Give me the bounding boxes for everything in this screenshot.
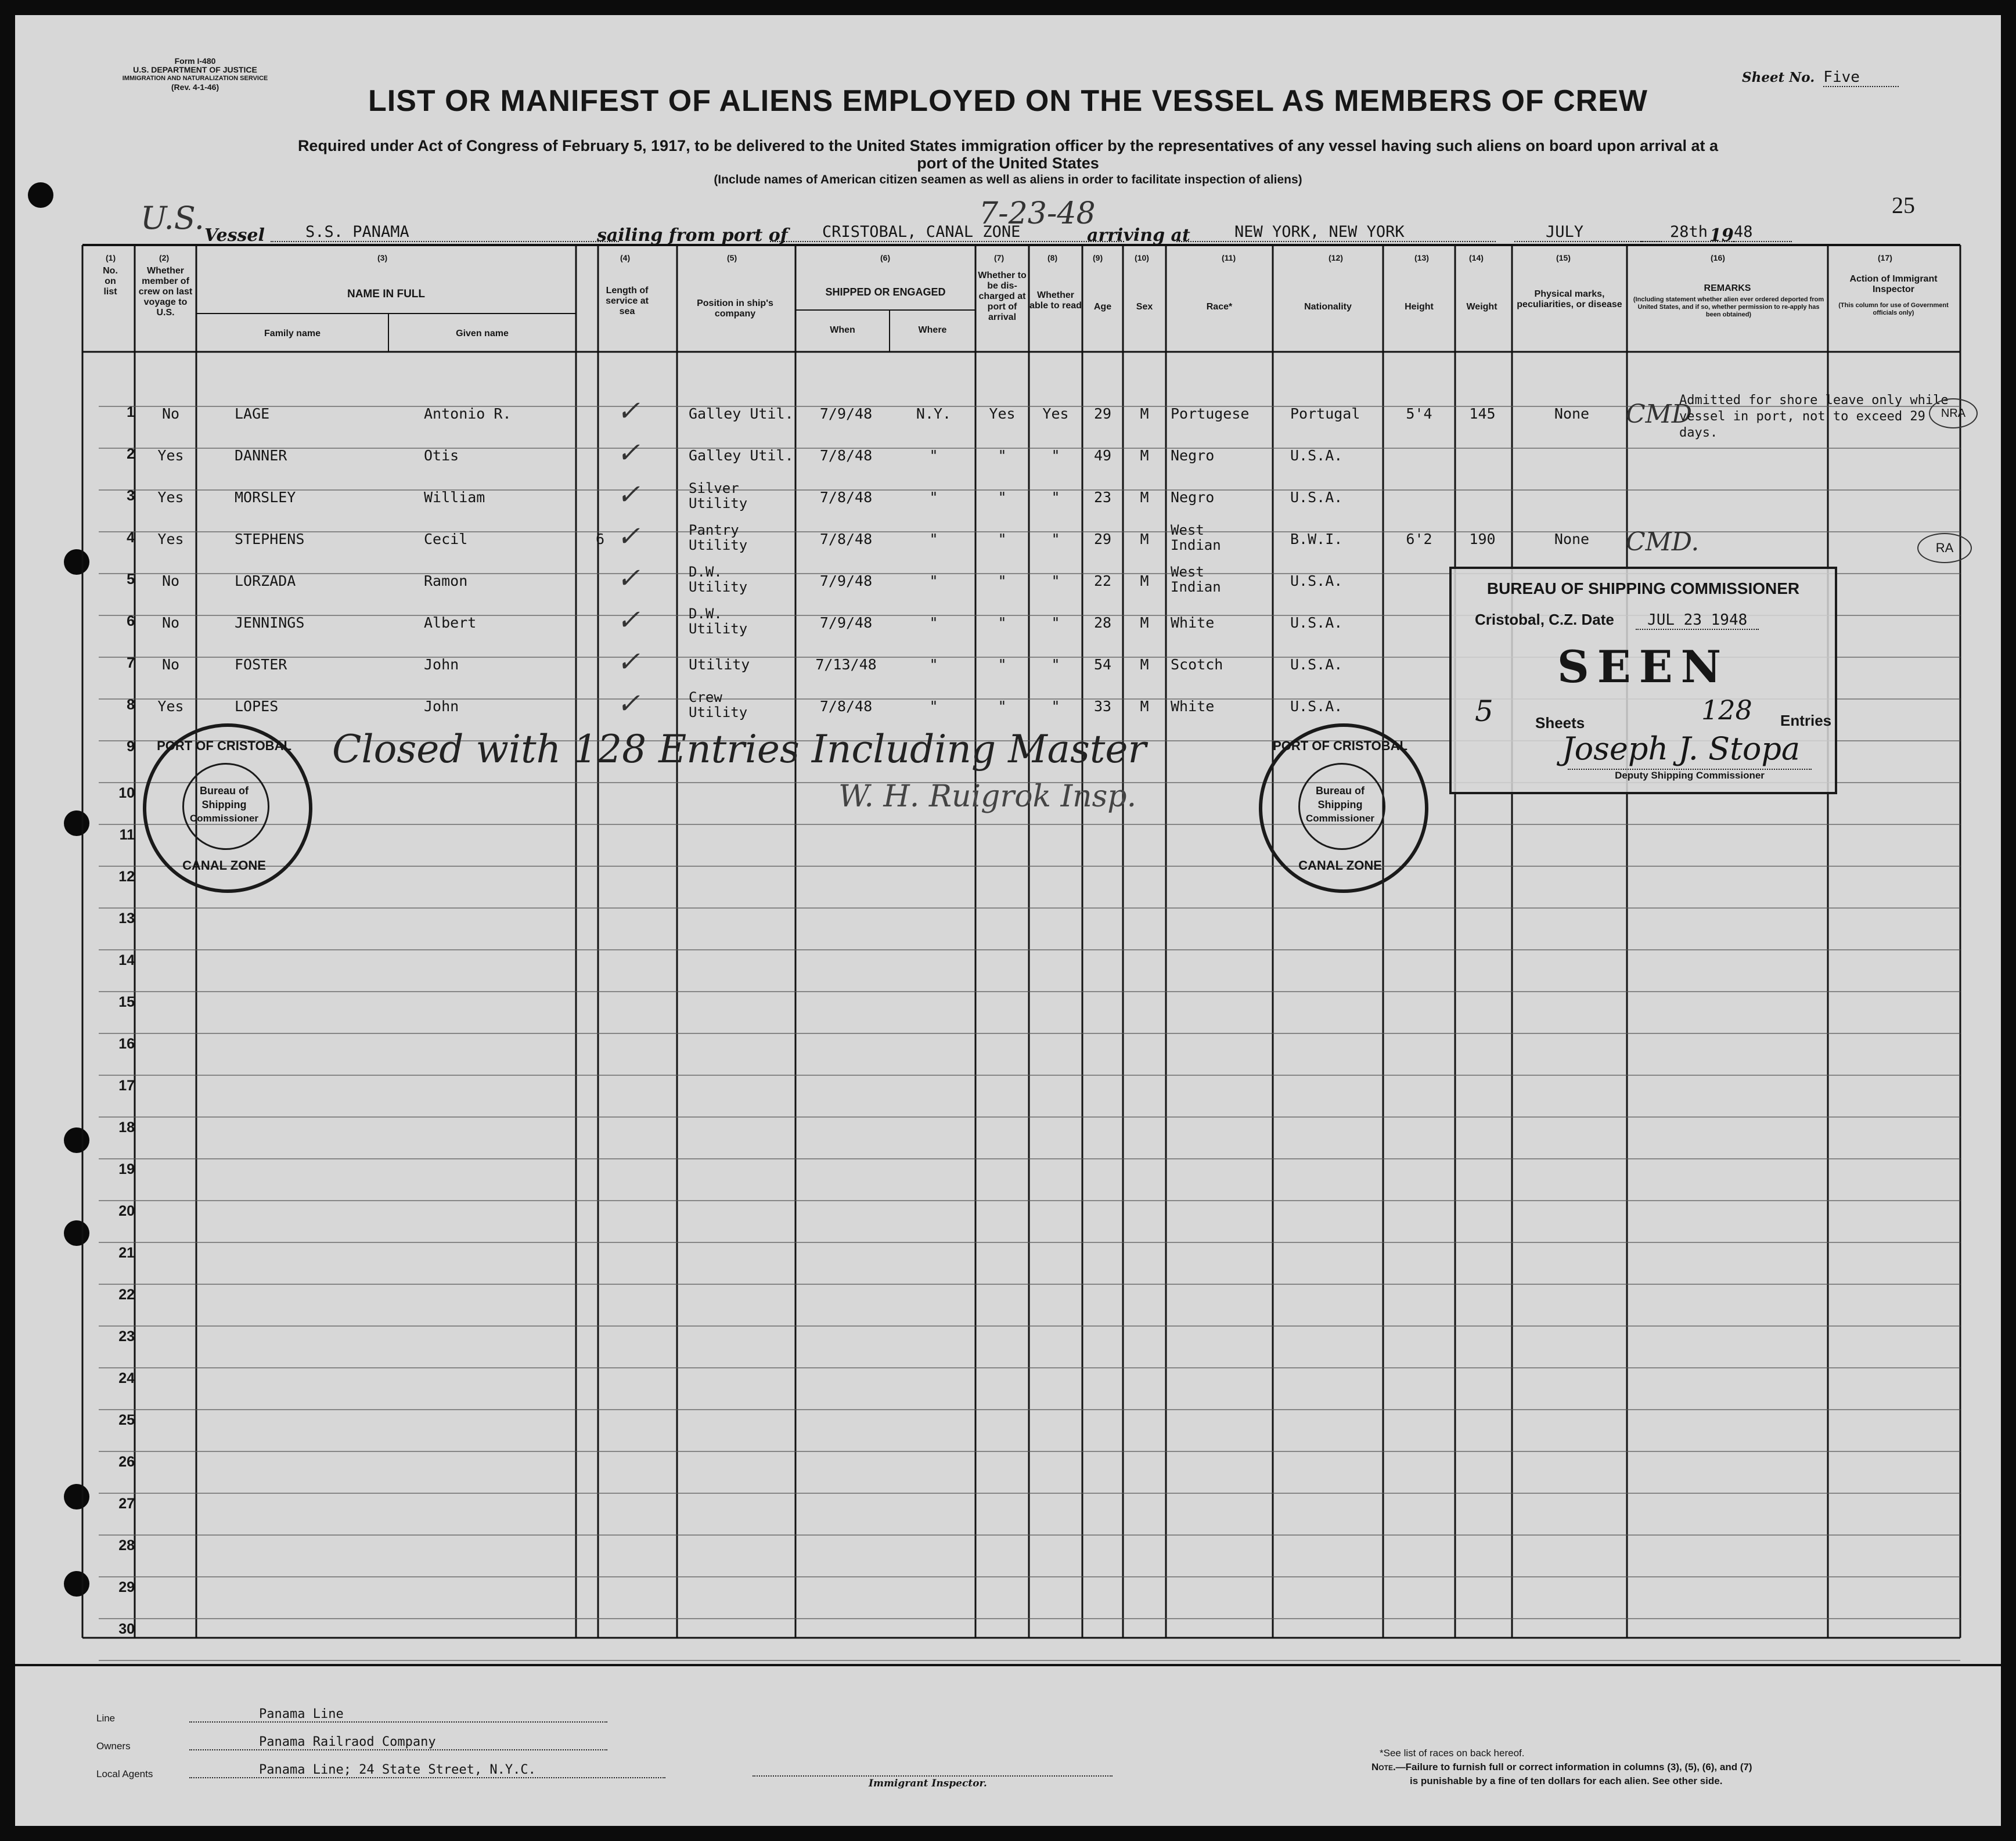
year-suffix: 48 [1734, 223, 1792, 242]
seal-bottom-text: CANAL ZONE [182, 858, 266, 873]
cell-age: 33 [1093, 698, 1112, 715]
row-number: 22 [118, 1287, 135, 1303]
failure-note [1371, 1761, 1752, 1773]
row-number: 23 [118, 1328, 135, 1345]
cell-when: 7/9/48 [819, 614, 873, 631]
row-number: 17 [118, 1078, 135, 1094]
cell-discharged: " [998, 572, 1007, 589]
col4-num: (4) [620, 253, 631, 262]
arriving-label: arriving at [1087, 225, 1190, 246]
col6-num: (6) [880, 253, 891, 262]
note-label: Note. [1371, 1761, 1396, 1772]
checkmark-icon: ✓ [617, 520, 640, 553]
remarks-text-1: Admitted for shore leave only while vessel in port, not to exceed 29 days. [1679, 393, 1949, 440]
col11-label: Race* [1206, 302, 1233, 312]
row-number: 24 [118, 1370, 135, 1386]
remarks-hand-4: CMD. [1626, 527, 1700, 557]
row-number: 26 [118, 1454, 135, 1470]
cell-age: 28 [1093, 614, 1112, 631]
cell-position-line1: D.W. [689, 606, 722, 622]
revision: (Rev. 4-1-46) [171, 82, 219, 92]
checkmark-icon: ✓ [617, 604, 640, 636]
cell-sex: M [1140, 447, 1149, 464]
col3-label: NAME IN FULL [347, 288, 426, 300]
sheet-label: Sheet No. [1742, 70, 1815, 85]
col7-label: Whether to be dis-charged at port of arrival [978, 271, 1027, 322]
cell-position [689, 564, 747, 595]
cell-given: William [424, 489, 485, 506]
page-number: 25 [1892, 192, 1915, 218]
cell-nationality: U.S.A. [1290, 614, 1343, 631]
cell-where: " [929, 489, 938, 506]
col14-num: (14) [1469, 253, 1484, 262]
row-number: 27 [118, 1496, 135, 1512]
seal-bottom-text: CANAL ZONE [1298, 858, 1382, 873]
port-seal-right [1259, 723, 1428, 893]
stamp-sheets-label: Sheets [1535, 714, 1585, 732]
cell-position-line1: Silver [689, 480, 739, 496]
vessel-label: Vessel [204, 225, 265, 246]
cell-age: 23 [1093, 489, 1112, 506]
cell-position [689, 481, 747, 511]
col7-num: (7) [994, 253, 1005, 262]
cell-member: Yes [157, 489, 184, 506]
col10-label: Sex [1136, 302, 1153, 312]
cell-when: 7/8/48 [819, 531, 873, 547]
cell-race-line2: Indian [1171, 537, 1221, 553]
cell-race-line1: West [1171, 564, 1204, 580]
row-number: 11 [119, 827, 135, 843]
cell-race: White [1171, 614, 1215, 631]
col3-num: (3) [377, 253, 388, 262]
col5-num: (5) [727, 253, 737, 262]
cell-nationality: U.S.A. [1290, 489, 1343, 506]
failure-note-2: is punishable by a fine of ten dollars for each alien. See other side. [1410, 1775, 1723, 1786]
cell-race-line1: West [1171, 522, 1204, 538]
cell-family: STEPHENS [235, 531, 305, 547]
cell-where: " [929, 572, 938, 589]
cell-when: 7/8/48 [819, 698, 873, 715]
footer-agents-label: Local Agents [96, 1768, 153, 1779]
checkmark-icon: ✓ [617, 395, 640, 427]
manifest-sheet [15, 15, 2001, 1826]
cell-family: FOSTER [235, 656, 287, 673]
cell-family: LOPES [235, 698, 279, 715]
row-number: 16 [118, 1036, 135, 1052]
row-number: 2 [127, 446, 135, 462]
cell-nationality: B.W.I. [1290, 531, 1343, 547]
cell-given: Cecil [424, 531, 468, 547]
cell-member: No [161, 656, 180, 673]
cell-marks: None [1554, 405, 1590, 422]
cell-position: Utility [689, 656, 750, 673]
col11-num: (11) [1222, 253, 1236, 262]
port-of-sailing: CRISTOBAL, CANAL ZONE [770, 223, 1124, 242]
cell-given: Albert [424, 614, 477, 631]
checkmark-icon: ✓ [617, 478, 640, 511]
form-number: Form I-480 [174, 56, 216, 66]
col13-num: (13) [1414, 253, 1429, 262]
row-number: 18 [118, 1119, 135, 1136]
cell-position [689, 690, 747, 720]
col2-label: Whether member of crew on last voyage to U.S. [138, 266, 193, 318]
row-number: 21 [118, 1245, 135, 1261]
stamp-place-line [1475, 611, 1823, 629]
cell-sex: M [1140, 531, 1149, 547]
cell-discharged: " [998, 656, 1007, 673]
row-number: 28 [118, 1537, 135, 1554]
col15-num: (15) [1556, 253, 1571, 262]
col6-sub1: When [830, 325, 855, 335]
handwritten-mark: U.S. [141, 200, 204, 236]
sailing-label: sailing from port of [597, 225, 788, 246]
col13-label: Height [1405, 302, 1434, 312]
cell-position: Galley Util. [689, 405, 794, 422]
cell-position-line1: Pantry [689, 522, 739, 538]
cell-sex: M [1140, 656, 1149, 673]
col1-label: No. on list [103, 266, 118, 297]
service: IMMIGRATION AND NATURALIZATION SERVICE [122, 75, 268, 82]
cell-position-line1: D.W. [689, 564, 722, 580]
closing-note: Closed with 128 Entries Including Master [332, 727, 1147, 772]
vessel-name: S.S. PANAMA [271, 223, 619, 242]
cell-position: Galley Util. [689, 447, 794, 464]
cell-read: " [1051, 698, 1060, 715]
cell-member: Yes [157, 447, 184, 464]
cell-member: No [161, 614, 180, 631]
row-number: 12 [118, 869, 135, 885]
col2-num: (2) [159, 253, 170, 262]
row-number: 25 [118, 1412, 135, 1428]
col3-sub2: Given name [456, 329, 509, 338]
action-4-text: RA [1935, 541, 1954, 555]
row-number: 19 [118, 1161, 135, 1177]
row-number: 20 [118, 1203, 135, 1219]
subtitle-line1: Required under Act of Congress of February 5, 1917, to be delivered to the United States immigration officer by the representatives of any vessel having such aliens on board upon arrival at a [297, 137, 1719, 154]
col12-num: (12) [1329, 253, 1343, 262]
col4-label: Length of service at sea [606, 286, 649, 316]
cell-discharged: Yes [989, 405, 1016, 422]
cell-nationality: U.S.A. [1290, 572, 1343, 589]
seal-inner2: Shipping [1317, 799, 1363, 810]
col17-note: (This column for use of Government officials only) [1838, 302, 1949, 316]
footer-agents-value: Panama Line; 24 State Street, N.Y.C. [189, 1763, 665, 1778]
cell-race [1171, 564, 1221, 595]
stamp-sheets-count: 5 [1475, 694, 1493, 728]
cell-read: Yes [1042, 405, 1069, 422]
note-text: —Failure to furnish full or correct information in columns (3), (5), (6), and (7) [1395, 1761, 1752, 1772]
cell-where: N.Y. [916, 405, 952, 422]
cell-given: John [424, 698, 459, 715]
col14-label: Weight [1466, 302, 1497, 312]
footer-owners-value: Panama Railraod Company [189, 1735, 607, 1750]
department: U.S. DEPARTMENT OF JUSTICE [133, 65, 257, 74]
col6-sub2: Where [918, 325, 947, 335]
stamp-signer-title: Deputy Shipping Commissioner [1568, 769, 1812, 781]
inspector-label: Immigrant Inspector. [869, 1778, 987, 1789]
cell-family: LORZADA [235, 572, 296, 589]
stamp-place: Cristobal [1475, 611, 1540, 628]
seal-top-text: PORT OF CRISTOBAL [157, 738, 291, 753]
cell-nationality: U.S.A. [1290, 656, 1343, 673]
cell-position-line2: Utility [689, 621, 748, 637]
col8-num: (8) [1047, 253, 1058, 262]
checkmark-icon: ✓ [617, 687, 640, 720]
cell-member: Yes [157, 698, 184, 715]
col16-note: (Including statement whether alien ever ordered deported from United States, and if so, whether permission to re-apply has been obtained) [1633, 296, 1824, 318]
cell-when: 7/8/48 [819, 447, 873, 464]
cell-height: 6'2 [1406, 531, 1432, 547]
seal-top-text: PORT OF CRISTOBAL [1273, 738, 1407, 753]
col16-num: (16) [1711, 253, 1725, 262]
cell-where: " [929, 614, 938, 631]
checkmark-icon: ✓ [617, 562, 640, 595]
cell-race-line2: Indian [1171, 579, 1221, 595]
row-number: 13 [118, 910, 135, 927]
cell-nationality: U.S.A. [1290, 447, 1343, 464]
row-number: 10 [118, 785, 135, 801]
cell-service: 6 [596, 531, 605, 547]
cell-sex: M [1140, 405, 1149, 422]
action-1 [1929, 398, 1978, 428]
cell-nationality: U.S.A. [1290, 698, 1343, 715]
cell-weight: 145 [1469, 405, 1496, 422]
cell-when: 7/8/48 [819, 489, 873, 506]
cell-sex: M [1140, 698, 1149, 715]
cell-race: White [1171, 698, 1215, 715]
cell-discharged: " [998, 447, 1007, 464]
cell-age: 29 [1093, 405, 1112, 422]
cell-family: DANNER [235, 447, 287, 464]
col10-num: (10) [1135, 253, 1149, 262]
seal-inner1: Bureau of [199, 785, 249, 797]
cell-where: " [929, 447, 938, 464]
row-number: 29 [118, 1579, 135, 1595]
cell-read: " [1051, 531, 1060, 547]
cell-read: " [1051, 447, 1060, 464]
cell-weight: 190 [1469, 531, 1496, 547]
cell-race: Scotch [1171, 656, 1223, 673]
checkmark-icon: ✓ [617, 646, 640, 678]
seal-inner1: Bureau of [1315, 785, 1365, 797]
page-title: LIST OR MANIFEST OF ALIENS EMPLOYED ON THE VESSEL AS MEMBERS OF CREW [368, 84, 1648, 118]
shipping-commissioner-stamp [1449, 567, 1837, 794]
col8-label: Whether able to read [1029, 290, 1082, 311]
cell-given: Ramon [424, 572, 468, 589]
cell-position-line2: Utility [689, 579, 748, 595]
cell-read: " [1051, 489, 1060, 506]
race-note: *See list of races on back hereof. [1380, 1748, 1525, 1759]
cell-position-line2: Utility [689, 495, 748, 511]
col17-num: (17) [1878, 253, 1892, 262]
stamp-seen: SEEN [1557, 641, 1730, 693]
cell-when: 7/9/48 [819, 572, 873, 589]
seal-inner3: Commissioner [1305, 813, 1375, 824]
cell-position-line1: Crew [689, 689, 722, 705]
year-prefix: 19 [1709, 225, 1734, 246]
subtitle-line3: (Include names of American citizen seamen as well as aliens in order to facilitate inspection of aliens) [714, 173, 1302, 186]
cell-where: " [929, 656, 938, 673]
action-4 [1917, 533, 1972, 563]
cell-read: " [1051, 614, 1060, 631]
cell-discharged: " [998, 698, 1007, 715]
cell-race: Negro [1171, 447, 1215, 464]
cell-sex: M [1140, 572, 1149, 589]
cell-position-line2: Utility [689, 537, 748, 553]
stamp-entries-label: Entries [1780, 712, 1832, 729]
action-1-text: NRA [1941, 407, 1966, 420]
cell-age: 49 [1093, 447, 1112, 464]
cell-given: John [424, 656, 459, 673]
sheet-value: Five [1823, 69, 1899, 87]
cell-family: LAGE [235, 405, 270, 422]
col5-label: Position in ship's company [697, 298, 773, 319]
seal-inner2: Shipping [201, 799, 247, 810]
handwritten-date: 7-23-48 [979, 196, 1096, 231]
cell-age: 22 [1093, 572, 1112, 589]
footer-line-value: Panama Line [189, 1707, 607, 1723]
row-number: 5 [127, 571, 135, 588]
checkmark-icon: ✓ [617, 437, 640, 469]
row-number: 6 [127, 613, 135, 629]
subtitle-line2: port of the United States [917, 154, 1099, 172]
col15-label: Physical marks, peculiarities, or disease [1517, 289, 1622, 309]
arrival-day: 28th [1641, 223, 1734, 242]
row-number: 1 [127, 404, 135, 420]
cell-marks: None [1554, 531, 1590, 547]
col9-label: Age [1093, 302, 1112, 312]
stamp-date: JUL 23 1948 [1636, 611, 1759, 630]
col17-label: Action of Immigrant Inspector [1849, 274, 1938, 294]
col3-sub1: Family name [264, 329, 321, 338]
cell-discharged: " [998, 531, 1007, 547]
cell-discharged: " [998, 489, 1007, 506]
cell-when: 7/13/48 [815, 656, 877, 673]
row-number: 7 [127, 655, 135, 671]
cell-race [1171, 523, 1221, 553]
cell-read: " [1051, 572, 1060, 589]
footer-owners-label: Owners [96, 1741, 131, 1752]
inspector-signature-line [753, 1764, 1113, 1777]
cell-sex: M [1140, 489, 1149, 506]
col12-label: Nationality [1304, 302, 1352, 312]
destination: NEW YORK, NEW YORK [1176, 223, 1496, 242]
cell-family: MORSLEY [235, 489, 296, 506]
row-number: 14 [118, 952, 135, 968]
stamp-place-suffix: , C.Z. Date [1540, 611, 1614, 628]
cell-family: JENNINGS [235, 614, 305, 631]
cell-read: " [1051, 656, 1060, 673]
cell-age: 29 [1093, 531, 1112, 547]
cell-sex: M [1140, 614, 1149, 631]
cell-given: Otis [424, 447, 459, 464]
cell-when: 7/9/48 [819, 405, 873, 422]
cell-race: Negro [1171, 489, 1215, 506]
stamp-signature: Joseph J. Stopa [1562, 730, 1801, 767]
cell-discharged: " [998, 614, 1007, 631]
remarks-hand-1: CMD [1626, 399, 1692, 429]
cell-position [689, 523, 747, 553]
row-number: 4 [127, 529, 135, 546]
cell-age: 54 [1093, 656, 1112, 673]
row-number: 8 [127, 697, 135, 713]
cell-where: " [929, 531, 938, 547]
closing-signature: W. H. Ruigrok Insp. [838, 779, 1137, 814]
cell-member: Yes [157, 531, 184, 547]
arrival-month: JULY [1514, 223, 1662, 242]
row-number: 15 [118, 994, 135, 1010]
row-number: 3 [127, 488, 135, 504]
footer-line-label: Line [96, 1713, 116, 1724]
cell-position-line2: Utility [689, 704, 748, 720]
stamp-entries-count: 128 [1701, 694, 1752, 726]
cell-height: 5'4 [1406, 405, 1432, 422]
cell-where: " [929, 698, 938, 715]
cell-race: Portugese [1171, 405, 1250, 422]
col6-label: SHIPPED OR ENGAGED [825, 286, 946, 298]
col9-num: (9) [1093, 253, 1103, 262]
stamp-heading: BUREAU OF SHIPPING COMMISSIONER [1486, 579, 1800, 597]
cell-given: Antonio R. [424, 405, 512, 422]
port-seal-left [143, 723, 312, 893]
cell-position [689, 606, 747, 636]
col1-num: (1) [106, 253, 116, 262]
cell-member: No [161, 405, 180, 422]
row-number: 30 [118, 1621, 135, 1637]
cell-member: No [161, 572, 180, 589]
col16-label: REMARKS [1704, 283, 1751, 293]
cell-nationality: Portugal [1290, 405, 1360, 422]
row-number: 9 [127, 738, 135, 755]
seal-inner3: Commissioner [189, 813, 259, 824]
